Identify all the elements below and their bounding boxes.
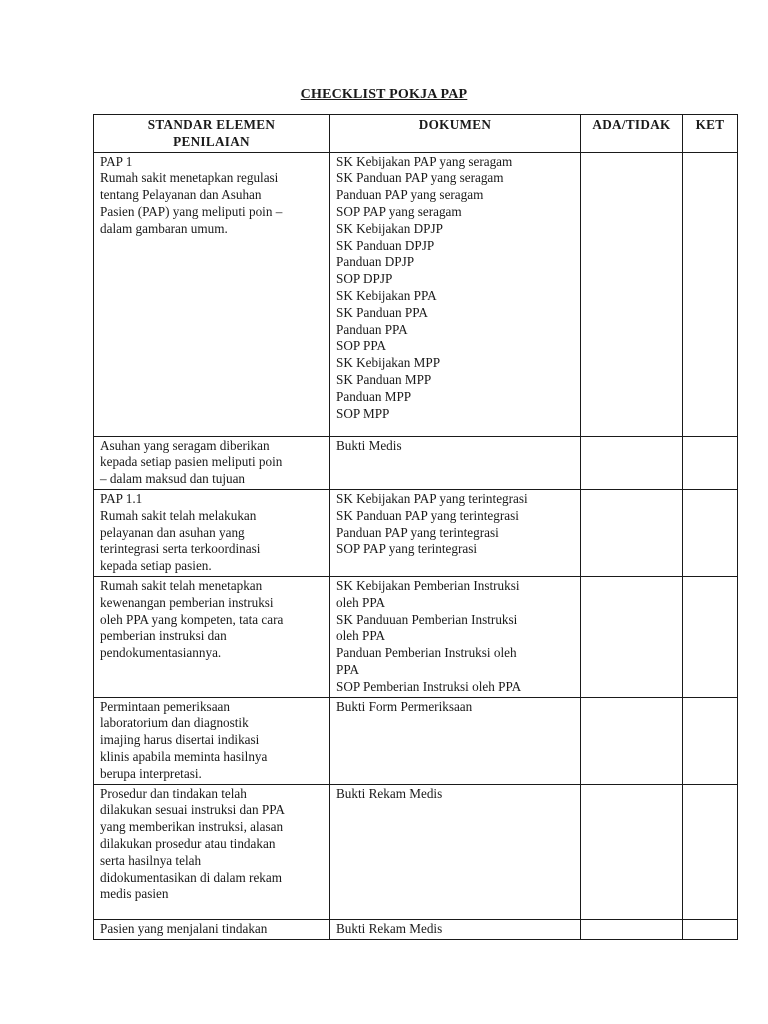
cell-standar-elemen [94,697,330,784]
dokumen-text-line: Panduan DPJP [336,254,415,270]
cell-ket[interactable] [683,436,738,489]
table-row [94,919,738,939]
cell-dokumen [330,489,581,576]
standar-text-line: dilakukan prosedur atau tindakan [100,835,276,851]
standar-text-line: terintegrasi serta terkoordinasi [100,541,261,557]
dokumen-text-line: SK Kebijakan PPA [336,287,437,303]
header-standar-line-1: STANDAR ELEMEN [147,117,276,132]
page-title: CHECKLIST POKJA PAP [300,87,468,102]
dokumen-text-line: SOP Pemberian Instruksi oleh PPA [336,678,522,694]
dokumen-text-line: SK Panduuan Pemberian Instruksi [336,611,518,627]
standar-text-line: pendokumentasiannya. [100,645,222,661]
cell-standar-elemen [94,576,330,697]
dokumen-text-line: SK Kebijakan Pemberian Instruksi [336,577,520,593]
dokumen-text-line: SK Kebijakan PAP yang seragam [336,153,513,169]
cell-ada-tidak[interactable] [581,697,683,784]
cell-ket[interactable] [683,152,738,436]
dokumen-text-line: SK Kebijakan PAP yang terintegrasi [336,490,528,506]
dokumen-text-line: SOP PPA [336,338,386,354]
standar-text-line: Prosedur dan tindakan telah [100,785,247,801]
standar-text-line: dilakukan sesuai instruksi dan PPA [100,802,285,818]
dokumen-text-line: Bukti Medis [336,437,402,453]
dokumen-text-line: SOP PAP yang seragam [336,203,462,219]
cell-standar-elemen [94,436,330,489]
dokumen-text-line: SK Panduan DPJP [336,237,435,253]
dokumen-text-line: Panduan PAP yang terintegrasi [336,524,499,540]
standar-text-line: Pasien (PAP) yang meliputi poin – [100,203,283,219]
cell-ada-tidak[interactable] [581,436,683,489]
header-ada-tidak: ADA/TIDAK [581,115,683,153]
standar-text-line: tentang Pelayanan dan Asuhan [100,187,262,203]
table-row [94,489,738,576]
checklist-table [93,114,738,940]
cell-standar-elemen [94,152,330,436]
standar-text-line: pemberian instruksi dan [100,628,227,644]
standar-text-line: dalam gambaran umum. [100,220,228,236]
cell-dokumen [330,697,581,784]
standar-text-line: oleh PPA yang kompeten, tata cara [100,611,284,627]
standar-text-line: pelayanan dan asuhan yang [100,524,245,540]
cell-standar-elemen [94,784,330,919]
standar-text-line: medis pasien [100,886,169,902]
standar-text-line: kepada setiap pasien meliputi poin [100,454,283,470]
cell-dokumen [330,576,581,697]
cell-standar-elemen [94,489,330,576]
cell-ket[interactable] [683,697,738,784]
cell-dokumen [330,152,581,436]
dokumen-text-line: Panduan PPA [336,321,408,337]
table-row [94,436,738,489]
dokumen-text-line: oleh PPA [336,594,385,610]
standar-text-line: serta hasilnya telah [100,852,202,868]
table-row [94,784,738,919]
standar-text-line: Rumah sakit telah menetapkan [100,577,263,593]
dokumen-text-line: PPA [336,661,359,677]
cell-ada-tidak[interactable] [581,152,683,436]
cell-ket[interactable] [683,784,738,919]
dokumen-text-line: Bukti Rekam Medis [336,920,443,936]
cell-ket[interactable] [683,576,738,697]
cell-dokumen [330,784,581,919]
dokumen-text-line: SK Panduan MPP [336,371,432,387]
dokumen-text-line: oleh PPA [336,628,385,644]
cell-standar-elemen [94,919,330,939]
header-ket: KET [683,115,738,153]
table-header-row [94,115,738,153]
standar-text-line: kepada setiap pasien. [100,558,212,574]
table-row [94,697,738,784]
dokumen-text-line: SOP DPJP [336,271,393,287]
table-row [94,576,738,697]
standar-text-line: Rumah sakit menetapkan regulasi [100,170,279,186]
standar-text-line: – dalam maksud dan tujuan [100,471,246,487]
cell-ada-tidak[interactable] [581,576,683,697]
cell-dokumen [330,436,581,489]
table-row [94,152,738,436]
standar-text-line: berupa interpretasi. [100,765,202,781]
dokumen-text-line: SOP PAP yang terintegrasi [336,541,478,557]
cell-ada-tidak[interactable] [581,919,683,939]
standar-text-line: Permintaan pemeriksaan [100,698,230,714]
dokumen-text-line: Bukti Form Permeriksaan [336,698,473,714]
cell-ada-tidak[interactable] [581,489,683,576]
cell-ada-tidak[interactable] [581,784,683,919]
cell-ket[interactable] [683,489,738,576]
cell-dokumen [330,919,581,939]
header-standar-line-2: PENILAIAN [173,133,250,149]
dokumen-text-line: Panduan MPP [336,388,412,404]
standar-text-line: yang memberikan instruksi, alasan [100,819,284,835]
standar-text-line: kewenangan pemberian instruksi [100,594,274,610]
standar-text-line: didokumentasikan di dalam rekam [100,869,283,885]
header-dokumen: DOKUMEN [330,115,581,153]
header-standar-elemen [94,115,330,153]
cell-ket[interactable] [683,919,738,939]
dokumen-text-line: Panduan Pemberian Instruksi oleh [336,645,517,661]
standar-text-line: PAP 1.1 [100,490,143,506]
dokumen-text-line: Bukti Rekam Medis [336,785,443,801]
standar-text-line: klinis apabila meminta hasilnya [100,748,268,764]
standar-text-line: imajing harus disertai indikasi [100,732,260,748]
standar-text-line: Rumah sakit telah melakukan [100,507,257,523]
dokumen-text-line: SK Kebijakan MPP [336,355,441,371]
dokumen-text-line: SK Panduan PAP yang seragam [336,170,504,186]
standar-text-line: laboratorium dan diagnostik [100,715,249,731]
dokumen-text-line: SOP MPP [336,405,390,421]
dokumen-text-line: SK Panduan PAP yang terintegrasi [336,507,519,523]
dokumen-text-line: SK Kebijakan DPJP [336,220,443,236]
dokumen-text-line: SK Panduan PPA [336,304,428,320]
standar-text-line: Asuhan yang seragam diberikan [100,437,270,453]
standar-text-line: Pasien yang menjalani tindakan [100,920,268,936]
standar-text-line: PAP 1 [100,153,133,169]
dokumen-text-line: Panduan PAP yang seragam [336,187,484,203]
